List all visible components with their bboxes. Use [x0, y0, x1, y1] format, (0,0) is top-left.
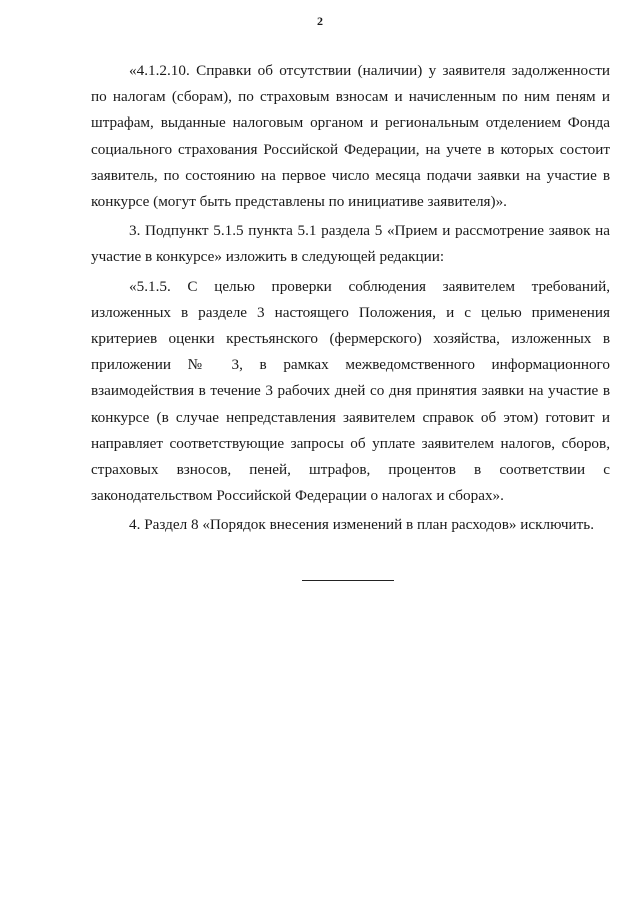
page-number: 2 — [317, 14, 323, 28]
document-body — [91, 58, 610, 542]
paragraph-item-3: 3. Подпункт 5.1.5 пункта 5.1 раздела 5 «Прием и рассмотрение заявок на участие в конкурсе» изложить в следующей редакции: — [91, 222, 610, 266]
paragraph-4-1-2-10: «4.1.2.10. Справки об отсутствии (наличии) у заявителя задолженности по налогам (сборам), по страховым взносам и начисленным по ним пеням и штрафам, выданные налоговым органом и региональным отделением Фонда социального страхования Российской Федерации, на учете в которых состоит заявитель, по состоянию на первое число месяца подачи заявки на участие в конкурсе (могут быть представлены по инициативе заявителя)». — [91, 62, 610, 211]
paragraph-5-1-5: «5.1.5. С целью проверки соблюдения заявителем требований, изложенных в разделе 3 настоящего Положения, и с целью применения критериев оценки крестьянского (фермерского) хозяйства, изложенных в приложении № 3, в рамках межведомственного информационного взаимодействия в течение 3 рабочих дней со дня принятия заявки на участие в конкурсе (в случае непредставления заявителем справок об этом) готовит и направляет соответствующие запросы об уплате заявителем налогов, сборов, страховых взносов, пеней, штрафов, процентов в соответствии с законодательством Российской Федерации о налогах и сборах». — [91, 277, 610, 505]
separator-line — [302, 580, 394, 581]
paragraph-item-4: 4. Раздел 8 «Порядок внесения изменений в план расходов» исключить. — [129, 516, 594, 534]
